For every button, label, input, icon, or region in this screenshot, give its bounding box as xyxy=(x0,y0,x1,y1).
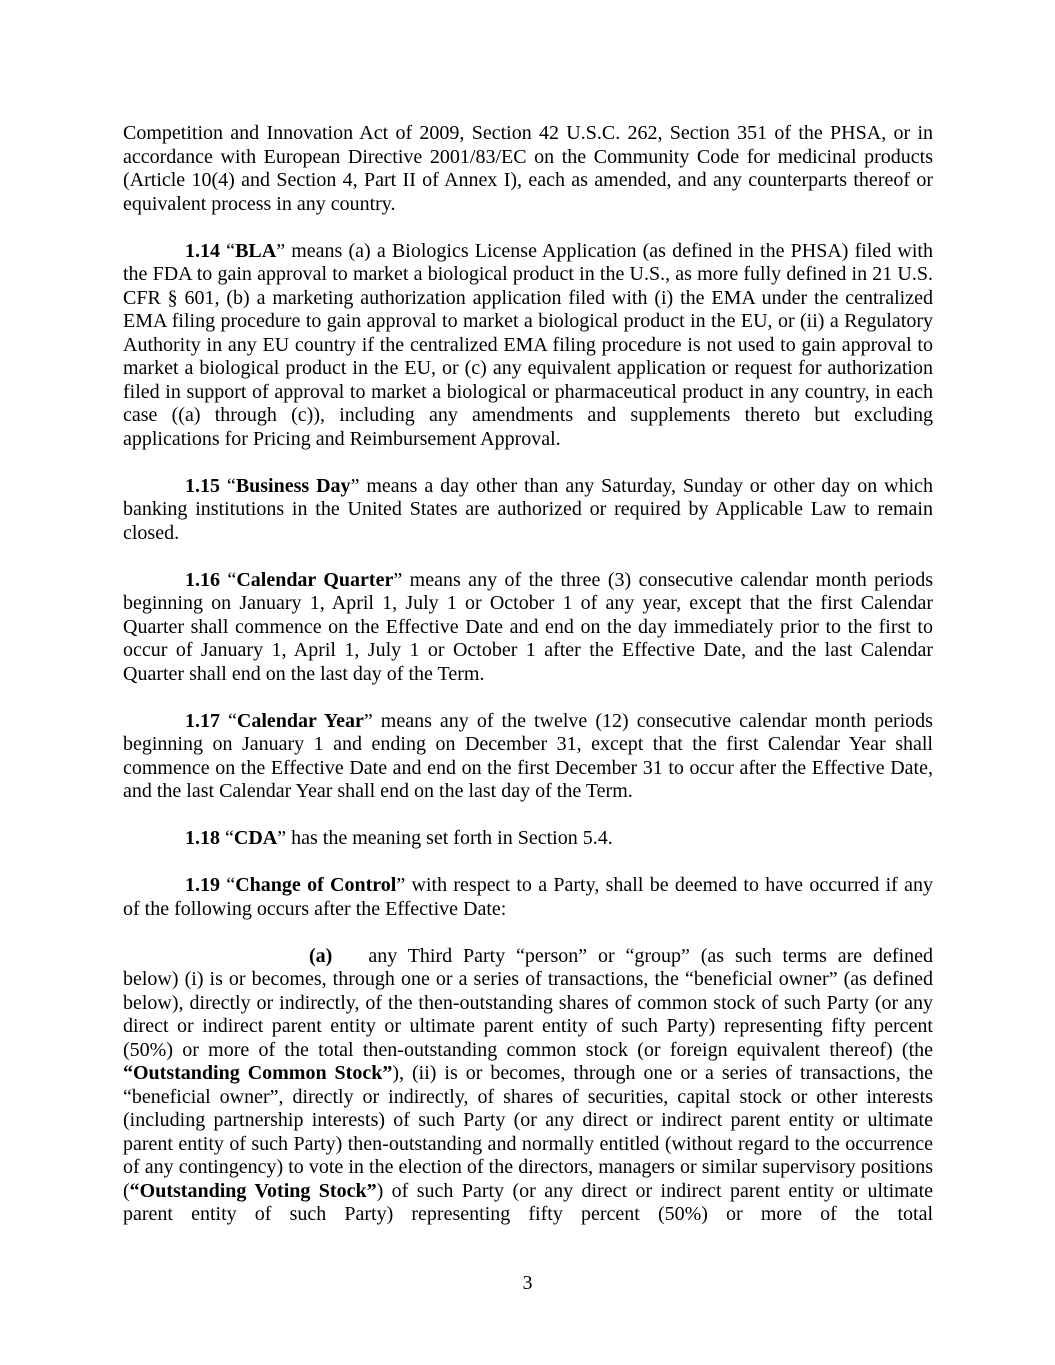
bold-text-run: BLA xyxy=(235,239,277,262)
text-run: Competition and Innovation Act of 2009, Section 42 U.S.C. 262, Section 351 of the PHSA, or in accordance with European Directive 2001/83/EC on the Community Code for medicinal products (Article 10(4) and Section 4, Part II of Annex I), each as amended, and any counterparts thereof or equivalent process in any country. xyxy=(123,122,933,215)
page-number: 3 xyxy=(522,1272,533,1294)
text-run: “ xyxy=(220,239,236,262)
bold-text-run: 1.14 xyxy=(185,239,220,262)
text-run: ” means any of the three (3) consecutive calendar month periods beginning on January 1, April 1, July 1 or October 1 of any year, except that the first Calendar Quarter shall commence on the Effective Date and end on the day immediately prior to the first to occur of January 1, April 1, July 1 or October 1 after the Effective Date, and the last Calendar Quarter shall end on the last day of the Term. xyxy=(123,568,933,685)
bold-text-run: 1.15 xyxy=(185,474,220,497)
text-run: ” has the meaning set forth in Section 5.4. xyxy=(277,827,613,849)
paragraph-1-19-change-of-control xyxy=(123,874,933,921)
paragraph-1-16-calendar-quarter xyxy=(123,569,933,687)
bold-text-run: CDA xyxy=(233,827,278,849)
text-run: ) of such Party (or any direct or indirect parent entity or ultimate parent entity of such Party) representing fifty percent (50%) or more of the total xyxy=(123,1179,933,1225)
text-run: ” with respect to a Party, shall be deemed to have occurred if any of the following occurs after the Effective Date: xyxy=(123,874,933,920)
bold-text-run: Calendar Quarter xyxy=(236,568,394,591)
document-body xyxy=(123,122,933,1227)
bold-text-run: Change of Control xyxy=(235,874,397,896)
text-run: “ xyxy=(220,827,234,849)
paragraph-subsection-a xyxy=(123,945,933,1227)
text-run: “ xyxy=(220,874,236,896)
text-run: “ xyxy=(220,568,237,591)
text-run: ” means (a) a Biologics License Application (as defined in the PHSA) filed with the FDA to gain approval to market a biological product in the U.S., as more fully defined in 21 U.S. CFR § 601, (b) a marketing authorization application filed with (i) the EMA under the centralized EMA filing procedure to gain approval to market a biological product in the EU, or (ii) a Regulatory Authority in any EU country if the centralized EMA filing procedure is not used to gain approval to market a biological product in the EU, or (c) any equivalent application or request for authorization filed in support of approval to market a biological or pharmaceutical product in any country, in each case ((a) through (c)), including any amendments and supplements thereto but excluding applications for Pricing and Reimbursement Approval. xyxy=(123,239,933,450)
bold-text-run: “Outstanding Common Stock” xyxy=(123,1062,393,1084)
bold-text-run: Calendar Year xyxy=(236,709,364,732)
bold-text-run: 1.19 xyxy=(185,874,220,896)
text-run: ” means any of the twelve (12) consecutive calendar month periods beginning on January 1 and ending on December 31, except that the first Calendar Year shall commence on the Effective Date and end on the first December 31 to occur after the Effective Date, and the last Calendar Year shall end on the last day of the Term. xyxy=(123,709,933,802)
bold-text-run: (a) xyxy=(309,944,333,967)
bold-text-run: 1.18 xyxy=(185,827,220,849)
text-run: ” means a day other than any Saturday, Sunday or other day on which banking institutions in the United States are authorized or required by Applicable Law to remain closed. xyxy=(123,474,934,544)
paragraph-1-17-calendar-year xyxy=(123,710,933,804)
bold-text-run: “Outstanding Voting Stock” xyxy=(129,1179,377,1202)
paragraph-continuation xyxy=(123,122,933,216)
paragraph-1-14-bla xyxy=(123,240,933,452)
bold-text-run: Business Day xyxy=(235,474,351,497)
text-run: any Third Party “person” or “group” (as such terms are defined below) (i) is or becomes, through one or a series of transactions, the “beneficial owner” (as defined below), directly or indirectly, of the then-outstanding shares of common stock of such Party (or any direct or indirect parent entity or ultimate parent entity of such Party) representing fifty percent (50%) or more of the total then-outstanding common stock (or foreign equivalent thereof) (the xyxy=(123,944,933,1061)
bold-text-run: 1.16 xyxy=(185,568,220,591)
text-run: “ xyxy=(220,709,237,732)
text-run: “ xyxy=(220,474,236,497)
paragraph-1-15-business-day xyxy=(123,475,933,546)
bold-text-run: 1.17 xyxy=(185,709,220,732)
paragraph-1-18-cda xyxy=(123,827,933,851)
text-run: ), (ii) is or becomes, through one or a series of transactions, the “beneficial owner”, directly or indirectly, of shares of securities, capital stock or other interests (including partnership interests) of such Party (or any direct or indirect parent entity or ultimate parent entity of such Party) then-outstanding and normally entitled (without regard to the occurrence of any contingency) to vote in the election of the directors, managers or similar supervisory positions ( xyxy=(123,1062,933,1202)
